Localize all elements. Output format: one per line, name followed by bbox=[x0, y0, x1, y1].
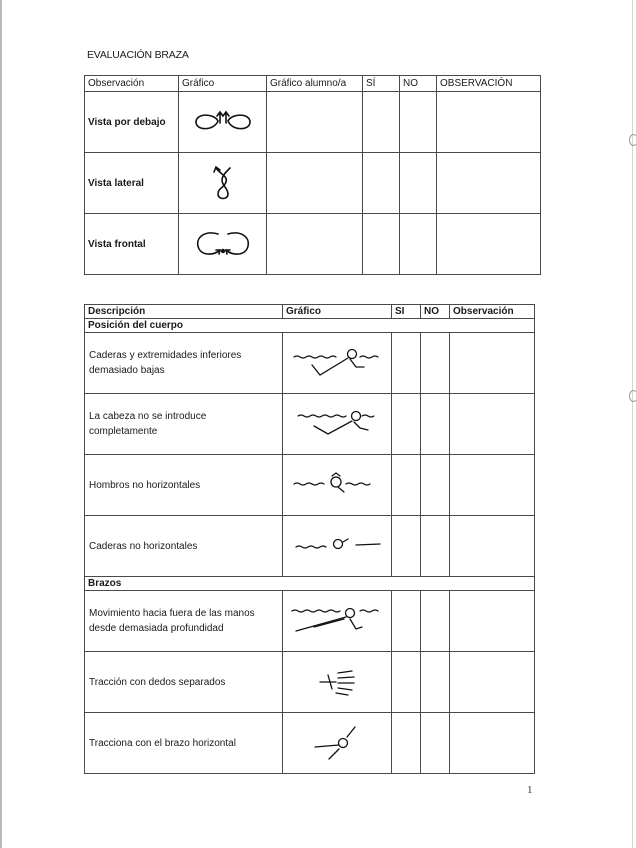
table-row bbox=[85, 394, 535, 455]
header-descripcion: Descripción bbox=[85, 305, 283, 319]
sketch-cell bbox=[283, 455, 392, 516]
notes-cell[interactable] bbox=[450, 713, 535, 774]
sketch-cell bbox=[283, 333, 392, 394]
si-cell[interactable] bbox=[363, 214, 400, 275]
table-row bbox=[85, 455, 535, 516]
document-title: EVALUACIÓN BRAZA bbox=[87, 49, 189, 61]
observation-table-header bbox=[85, 76, 541, 92]
description-cell bbox=[85, 516, 283, 577]
notes-cell[interactable] bbox=[450, 455, 535, 516]
header-observacion: Observación bbox=[85, 76, 179, 92]
underneath-view-sketch-icon bbox=[190, 107, 256, 137]
header-si: SI bbox=[392, 305, 421, 319]
scan-edge-left bbox=[0, 0, 2, 848]
sketch-cell bbox=[283, 394, 392, 455]
si-cell[interactable] bbox=[392, 333, 421, 394]
table-row bbox=[85, 92, 541, 153]
student-graphic-cell[interactable] bbox=[267, 214, 363, 275]
head-not-submerged-sketch-icon bbox=[290, 404, 384, 444]
sketch-cell bbox=[283, 713, 392, 774]
student-graphic-cell[interactable] bbox=[267, 92, 363, 153]
low-hips-sketch-icon bbox=[290, 343, 384, 383]
sketch-cell bbox=[283, 591, 392, 652]
section-row-body-position bbox=[85, 319, 535, 333]
sketch-cell bbox=[179, 92, 267, 153]
frontal-view-sketch-icon bbox=[192, 228, 254, 260]
no-cell[interactable] bbox=[421, 394, 450, 455]
table-row bbox=[85, 153, 541, 214]
description-line: Hombros no horizontales bbox=[89, 479, 201, 491]
hips-not-horizontal-sketch-icon bbox=[290, 531, 384, 561]
header-grafico-alumno: Gráfico alumno/a bbox=[267, 76, 363, 92]
header-no: NO bbox=[421, 305, 450, 319]
row-label: Vista por debajo bbox=[85, 92, 179, 153]
header-no: NO bbox=[400, 76, 437, 92]
notes-cell[interactable] bbox=[450, 652, 535, 713]
student-graphic-cell[interactable] bbox=[267, 153, 363, 214]
notes-cell[interactable] bbox=[437, 214, 541, 275]
si-cell[interactable] bbox=[392, 516, 421, 577]
table-row bbox=[85, 713, 535, 774]
hands-too-deep-sketch-icon bbox=[288, 601, 386, 641]
notes-cell[interactable] bbox=[450, 516, 535, 577]
no-cell[interactable] bbox=[400, 214, 437, 275]
table-row bbox=[85, 516, 535, 577]
sketch-cell bbox=[283, 516, 392, 577]
no-cell[interactable] bbox=[421, 333, 450, 394]
description-line: La cabeza no se introduce bbox=[89, 411, 207, 422]
si-cell[interactable] bbox=[392, 455, 421, 516]
no-cell[interactable] bbox=[421, 652, 450, 713]
description-cell bbox=[85, 591, 283, 652]
section-title: Brazos bbox=[85, 577, 535, 591]
description-cell bbox=[85, 333, 283, 394]
si-cell[interactable] bbox=[392, 591, 421, 652]
no-cell[interactable] bbox=[421, 591, 450, 652]
description-line: Tracción con dedos separados bbox=[89, 676, 226, 688]
row-label: Vista lateral bbox=[85, 153, 179, 214]
table-row bbox=[85, 652, 535, 713]
sketch-cell bbox=[179, 214, 267, 275]
si-cell[interactable] bbox=[392, 394, 421, 455]
section-row-arms bbox=[85, 577, 535, 591]
description-line: Movimiento hacia fuera de las manos bbox=[89, 608, 255, 619]
header-observacion: Observación bbox=[450, 305, 535, 319]
observation-table bbox=[84, 75, 541, 275]
description-cell bbox=[85, 652, 283, 713]
no-cell[interactable] bbox=[400, 153, 437, 214]
binder-hole-icon bbox=[629, 390, 636, 402]
description-line: Tracciona con el brazo horizontal bbox=[89, 737, 236, 749]
table-row bbox=[85, 333, 535, 394]
description-cell bbox=[85, 455, 283, 516]
no-cell[interactable] bbox=[421, 455, 450, 516]
notes-cell[interactable] bbox=[437, 92, 541, 153]
description-line: demasiado bajas bbox=[89, 365, 165, 376]
notes-cell[interactable] bbox=[437, 153, 541, 214]
table-row bbox=[85, 214, 541, 275]
no-cell[interactable] bbox=[400, 92, 437, 153]
section-title: Posición del cuerpo bbox=[85, 319, 535, 333]
header-grafico: Gráfico bbox=[179, 76, 267, 92]
description-line: Caderas no horizontales bbox=[89, 540, 198, 552]
description-cell bbox=[85, 394, 283, 455]
description-line: desde demasiada profundidad bbox=[89, 623, 224, 634]
header-si: SÍ bbox=[363, 76, 400, 92]
row-label: Vista frontal bbox=[85, 214, 179, 275]
description-table-header bbox=[85, 305, 535, 319]
description-cell bbox=[85, 713, 283, 774]
description-table bbox=[84, 304, 535, 774]
scan-edge-right bbox=[632, 0, 633, 848]
notes-cell[interactable] bbox=[450, 333, 535, 394]
notes-cell[interactable] bbox=[450, 591, 535, 652]
shoulders-not-horizontal-sketch-icon bbox=[290, 470, 384, 500]
header-observacion-notes: OBSERVACIÓN bbox=[437, 76, 541, 92]
table-row bbox=[85, 591, 535, 652]
sketch-cell bbox=[283, 652, 392, 713]
sketch-cell bbox=[179, 153, 267, 214]
notes-cell[interactable] bbox=[450, 394, 535, 455]
header-grafico: Gráfico bbox=[283, 305, 392, 319]
description-line: Caderas y extremidades inferiores bbox=[89, 350, 242, 361]
separated-fingers-sketch-icon bbox=[312, 665, 362, 699]
si-cell[interactable] bbox=[363, 92, 400, 153]
binder-hole-icon bbox=[629, 134, 636, 146]
page-number: 1 bbox=[527, 784, 533, 796]
si-cell[interactable] bbox=[392, 713, 421, 774]
lateral-view-sketch-icon bbox=[208, 164, 238, 202]
si-cell[interactable] bbox=[392, 652, 421, 713]
no-cell[interactable] bbox=[421, 713, 450, 774]
description-line: completamente bbox=[89, 426, 158, 437]
si-cell[interactable] bbox=[363, 153, 400, 214]
horizontal-arm-sketch-icon bbox=[309, 723, 365, 763]
no-cell[interactable] bbox=[421, 516, 450, 577]
